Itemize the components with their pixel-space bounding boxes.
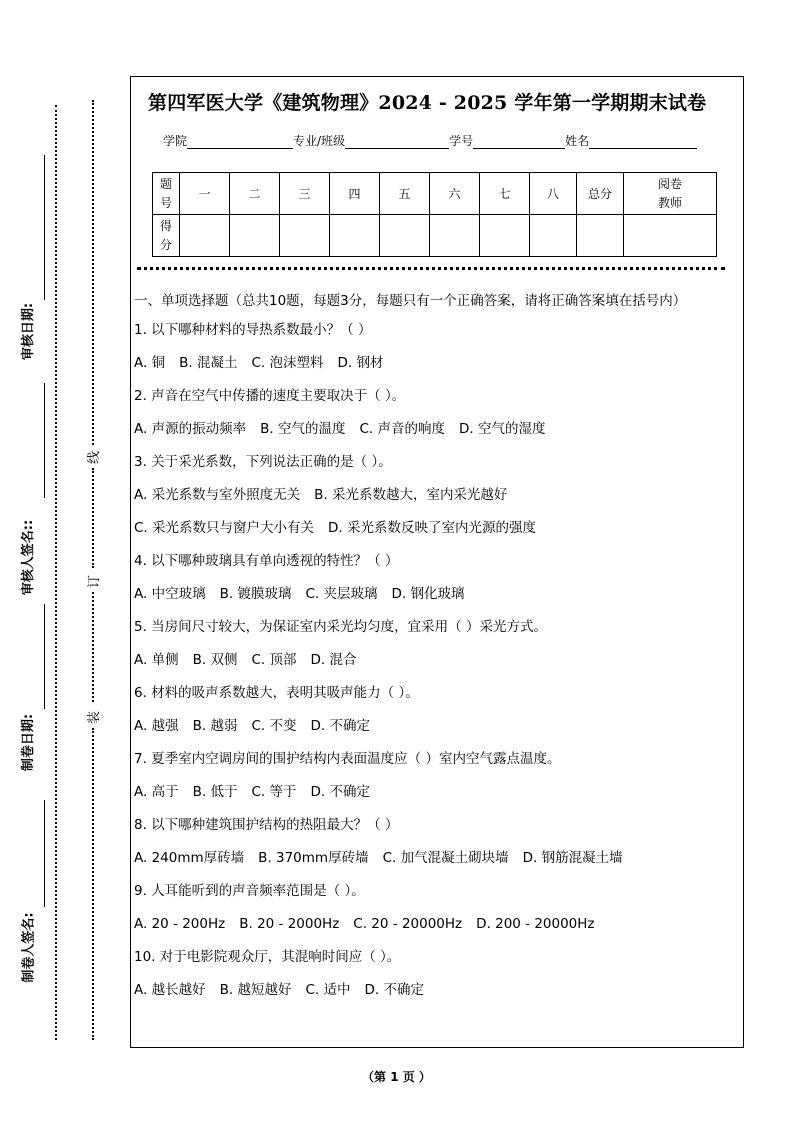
score-cell-total[interactable] [577,215,624,257]
score-cell-1[interactable] [180,215,230,257]
answer-option: D. 不确定 [364,982,424,998]
name-field[interactable] [589,136,697,149]
section-title: 一、单项选择题（总共10题，每题3分，每题只有一个正确答案，请将正确答案填在括号内） [134,293,687,309]
col-2: 二 [230,173,280,215]
col-1: 一 [180,173,230,215]
answer-option: B. 370mm厚砖墙 [258,850,369,866]
binding-dotted-line-inner-4 [92,728,94,1040]
col-6: 六 [430,173,480,215]
student-id-label: 学号 [449,134,474,148]
question-options [134,518,734,551]
answer-option: D. 钢化玻璃 [391,586,465,602]
name-label: 姓名 [565,134,590,148]
question-options [134,584,734,617]
prep-date-label: 制卷日期: [21,713,37,772]
score-cell-6[interactable] [430,215,480,257]
answer-option: A. 声源的振动频率 [134,421,247,437]
answer-option: C. 适中 [305,982,351,998]
header-separator [137,267,725,270]
question-stem: 10. 对于电影院观众厅，其混响时间应（ ）。 [134,949,401,965]
answer-option: A. 20 - 200Hz [134,916,226,932]
page-number: （第 1 页 ） [362,1070,431,1084]
answer-option: B. 采光系数越大，室内采光越好 [314,487,508,503]
answer-option: D. 空气的湿度 [458,421,546,437]
answer-option: C. 等于 [251,784,297,800]
question-stem: 1. 以下哪种材料的导热系数最小？（ ） [134,322,372,338]
question-section [134,290,734,1013]
answer-option: B. 越短越好 [219,982,292,998]
binding-dotted-line-inner-2 [92,468,94,568]
score-cell-2[interactable] [230,215,280,257]
review-date-label: 审核日期: [21,302,37,361]
student-id-field[interactable] [473,136,565,149]
col-7: 七 [480,173,530,215]
answer-option: C. 20 - 20000Hz [353,916,463,932]
major-label: 专业/班级 [293,134,346,148]
student-info-row [163,132,697,149]
question-options [134,848,734,881]
preparer-sign-line [44,800,46,907]
answer-option: C. 声音的响度 [359,421,445,437]
binding-dotted-line-inner-3 [92,592,94,702]
col-total: 总分 [577,173,624,215]
question-options [134,980,734,1013]
college-label: 学院 [163,134,188,148]
answer-option: C. 泡沫塑料 [251,355,324,371]
question-options [134,782,734,815]
prep-date-line [44,604,46,709]
answer-option: D. 钢筋混凝土墙 [522,850,623,866]
answer-option: B. 镀膜玻璃 [219,586,292,602]
defen-cell: 得 分 [153,215,180,257]
answer-option: D. 不确定 [310,718,370,734]
question-options [134,419,734,452]
answer-option: B. 越弱 [192,718,238,734]
question-stem: 9. 人耳能听到的声音频率范围是（ ）。 [134,883,365,899]
answer-option: D. 200 - 20000Hz [476,916,595,932]
binding-dotted-line-outer [55,105,57,1040]
col-8: 八 [530,173,577,215]
major-field[interactable] [345,136,449,149]
college-field[interactable] [187,136,293,149]
score-cell-3[interactable] [280,215,330,257]
bind-char-xian: 线 [87,450,103,465]
exam-title: 第四军医大学《建筑物理》2024 - 2025 学年第一学期期末试卷 [148,92,707,114]
score-cell-grader[interactable] [624,215,717,257]
grader-cell: 阅卷 教师 [624,173,717,215]
answer-option: A. 中空玻璃 [134,586,206,602]
answer-option: C. 加气混凝土砌块墙 [382,850,509,866]
question-stem: 8. 以下哪种建筑围护结构的热阻最大？（ ） [134,817,399,833]
question-list [134,320,734,1013]
col-5: 五 [380,173,430,215]
answer-option: B. 空气的温度 [260,421,346,437]
question-stem: 3. 关于采光系数，下列说法正确的是（ ）。 [134,454,392,470]
score-cell-5[interactable] [380,215,430,257]
question-options [134,914,734,947]
score-table-header-row [153,173,717,215]
answer-option: A. 单侧 [134,652,179,668]
answer-option: D. 采光系数反映了室内光源的强度 [328,520,536,536]
answer-option: A. 越强 [134,718,179,734]
col-3: 三 [280,173,330,215]
score-table-score-row [153,215,717,257]
answer-option: A. 铜 [134,355,166,371]
tihao-cell: 题 号 [153,173,180,215]
question-options [134,353,734,386]
score-cell-4[interactable] [330,215,380,257]
answer-option: C. 顶部 [251,652,297,668]
preparer-sign-label: 制卷人签名: [21,912,37,983]
answer-option: C. 夹层玻璃 [305,586,378,602]
answer-option: A. 越长越好 [134,982,206,998]
bind-char-ding: 订 [87,574,103,589]
answer-option: A. 240mm厚砖墙 [134,850,245,866]
answer-option: B. 低于 [192,784,238,800]
question-options [134,485,734,518]
col-4: 四 [330,173,380,215]
answer-option: C. 不变 [251,718,297,734]
score-cell-7[interactable] [480,215,530,257]
answer-option: D. 不确定 [310,784,370,800]
question-options [134,650,734,683]
question-options [134,716,734,749]
answer-option: C. 采光系数只与窗户大小有关 [134,520,315,536]
answer-option: A. 采光系数与室外照度无关 [134,487,301,503]
reviewer-sign-label: 审核人签名:: [21,519,37,596]
score-cell-8[interactable] [530,215,577,257]
question-stem: 6. 材料的吸声系数越大，表明其吸声能力（ ）。 [134,685,419,701]
answer-option: B. 20 - 2000Hz [239,916,340,932]
answer-option: D. 钢材 [337,355,384,371]
review-date-line [44,155,46,300]
bind-char-zhuang: 装 [87,710,103,725]
question-stem: 7. 夏季室内空调房间的围护结构内表面温度应（ ）室内空气露点温度。 [134,751,561,767]
question-stem: 5. 当房间尺寸较大，为保证室内采光均匀度，宜采用（ ）采光方式。 [134,619,547,635]
reviewer-sign-line [44,383,46,498]
question-stem: 2. 声音在空气中传播的速度主要取决于（ ）。 [134,388,406,404]
answer-option: A. 高于 [134,784,179,800]
answer-option: B. 双侧 [192,652,238,668]
answer-option: B. 混凝土 [179,355,238,371]
binding-dotted-line-inner-1 [92,100,94,445]
score-table [152,172,717,257]
answer-option: D. 混合 [310,652,357,668]
question-stem: 4. 以下哪种玻璃具有单向透视的特性？（ ） [134,553,399,569]
